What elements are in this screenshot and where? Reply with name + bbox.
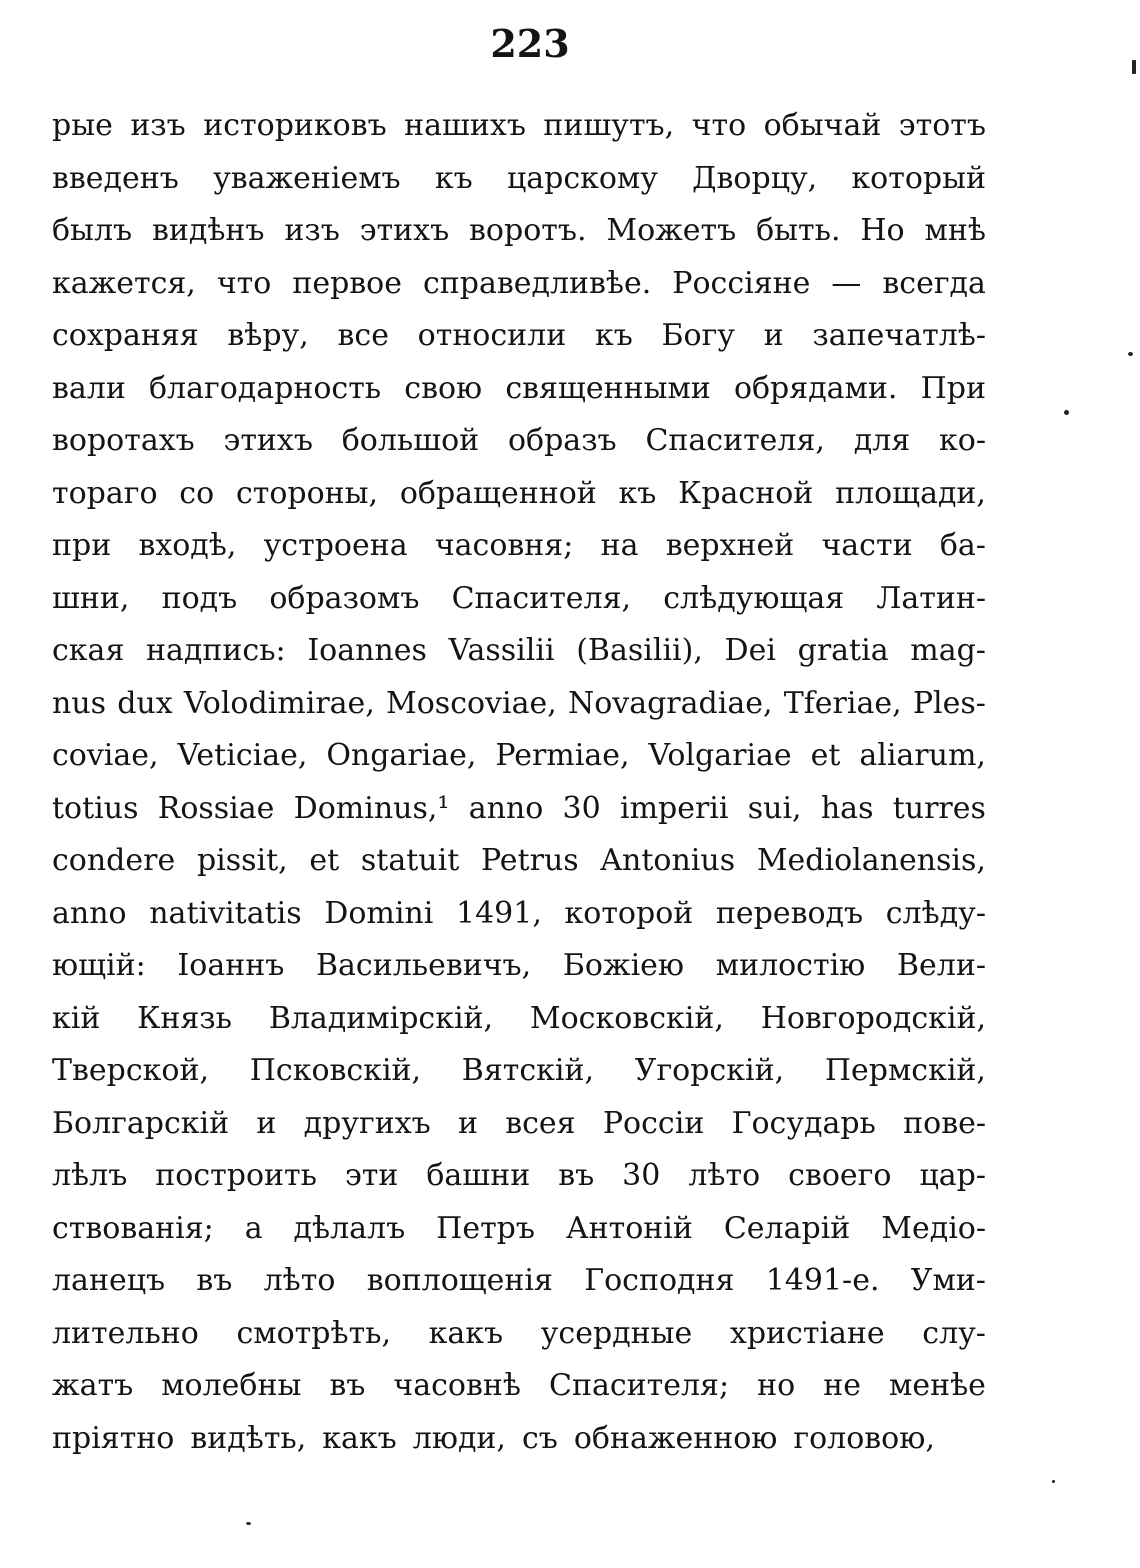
- text-line: [52, 205, 986, 258]
- word: Болгарскій: [52, 1105, 230, 1141]
- word: видѣть,: [190, 1420, 307, 1456]
- word: Васильевичъ,: [315, 948, 532, 983]
- margin-speck: [1064, 410, 1069, 415]
- page-number: 223: [490, 21, 570, 66]
- word: большой: [341, 423, 480, 458]
- word: ствованія;: [52, 1210, 214, 1246]
- word: царскому: [506, 160, 658, 196]
- word: и: [256, 1105, 277, 1141]
- word: относили: [417, 318, 567, 353]
- word: головою,: [793, 1420, 935, 1456]
- word: Moscoviae,: [386, 685, 557, 721]
- word: видѣнъ: [151, 213, 265, 248]
- word: уваженіемъ: [213, 160, 401, 196]
- word: (Basilii),: [576, 633, 703, 668]
- word: ющій:: [52, 948, 146, 983]
- word: къ: [434, 160, 473, 196]
- word: построить: [155, 1158, 317, 1193]
- word: 30: [622, 1158, 661, 1193]
- text-line: [52, 1150, 986, 1203]
- text-line: [52, 1255, 986, 1308]
- word: Государь: [731, 1105, 876, 1141]
- word: Россіи: [602, 1105, 705, 1141]
- word: изъ: [130, 108, 186, 143]
- text-line: [52, 310, 986, 363]
- word: turres: [892, 790, 986, 826]
- word: mag-: [910, 633, 986, 668]
- word: первое: [292, 265, 402, 301]
- word: Permiae,: [495, 738, 630, 773]
- word: Красной: [678, 475, 814, 511]
- word: быть.: [756, 213, 841, 248]
- text-line: [52, 888, 986, 941]
- word: Domini: [324, 895, 434, 931]
- word: лѣто: [263, 1263, 336, 1298]
- word: Но: [860, 213, 905, 248]
- word: ская: [52, 633, 125, 668]
- word: nus: [52, 685, 107, 721]
- word: входѣ,: [138, 528, 237, 563]
- word: съ: [521, 1420, 558, 1456]
- word: а: [244, 1210, 263, 1246]
- word: справедливѣе.: [422, 265, 652, 301]
- word: Mediolanensis,: [756, 843, 986, 878]
- word: какъ: [322, 1420, 397, 1456]
- text-line: [52, 415, 986, 468]
- word: переводъ: [715, 895, 864, 931]
- word: Угорскій,: [634, 1053, 785, 1088]
- word: запечатлѣ-: [812, 318, 986, 353]
- text-line: [52, 730, 986, 783]
- word: воплощенія: [366, 1263, 553, 1298]
- word: жатъ: [52, 1368, 134, 1403]
- word: нашихъ: [404, 108, 526, 143]
- word: милостію: [715, 948, 866, 983]
- word: gratia: [797, 633, 889, 668]
- word: обычай: [763, 108, 882, 143]
- word: Antonius: [600, 843, 736, 878]
- word: пріятно: [52, 1420, 175, 1456]
- word: et: [309, 843, 340, 878]
- word: цар-: [919, 1158, 986, 1193]
- word: sui,: [747, 790, 802, 826]
- word: Божіею: [562, 948, 685, 983]
- margin-speck: [1132, 60, 1136, 74]
- word: Rossiae: [157, 790, 275, 826]
- word: усердные: [540, 1315, 693, 1351]
- word: къ: [618, 475, 657, 511]
- text-line: [52, 1360, 986, 1413]
- text-line: [52, 1308, 986, 1361]
- text-line: [52, 1045, 986, 1098]
- word: слу-: [922, 1315, 986, 1351]
- word: imperii: [619, 790, 729, 826]
- word: люди,: [412, 1420, 506, 1456]
- word: Вятскій,: [461, 1053, 595, 1088]
- word: pissit,: [196, 843, 288, 878]
- word: части: [821, 528, 913, 563]
- word: все: [337, 318, 389, 353]
- text-line: [52, 993, 986, 1046]
- word: что: [691, 108, 747, 143]
- word: Богу: [661, 318, 735, 353]
- word: Ongariae,: [326, 738, 477, 773]
- word: образъ: [507, 423, 617, 458]
- word: ко-: [939, 423, 986, 458]
- text-line: [52, 940, 986, 993]
- text-line: [52, 520, 986, 573]
- word: въ: [196, 1263, 233, 1298]
- word: Vassilii: [448, 633, 555, 668]
- word: историковъ: [203, 108, 387, 143]
- word: Ples-: [912, 685, 986, 721]
- word: устроена: [263, 528, 408, 563]
- text-line: [52, 783, 986, 836]
- word: и: [763, 318, 784, 353]
- word: has: [820, 790, 874, 826]
- word: верхней: [665, 528, 795, 563]
- word: башни: [426, 1158, 531, 1193]
- word: кажется,: [52, 265, 196, 301]
- word: и: [457, 1105, 478, 1141]
- text-line: [52, 678, 986, 731]
- word: изъ: [284, 213, 340, 248]
- body-text: [52, 100, 986, 1465]
- word: рые: [52, 108, 113, 143]
- word: что: [216, 265, 272, 301]
- word: Дворцу,: [692, 160, 818, 196]
- word: —: [831, 265, 862, 301]
- word: Veticiae,: [177, 738, 308, 773]
- word: при: [52, 528, 112, 563]
- word: Dominus,¹: [293, 790, 450, 826]
- word: священными: [505, 370, 711, 406]
- word: Tferiae,: [783, 685, 902, 721]
- word: nativitatis: [149, 895, 302, 931]
- word: Псковскій,: [249, 1053, 422, 1088]
- word: площади,: [835, 475, 986, 511]
- word: стороны,: [235, 475, 379, 511]
- word: часовнѣ: [393, 1368, 521, 1403]
- word: Volgariae: [648, 738, 792, 773]
- word: слѣдующая: [663, 580, 845, 616]
- text-line: [52, 1413, 986, 1466]
- word: Спасителя;: [549, 1368, 730, 1403]
- word: воротъ.: [469, 213, 587, 248]
- text-line: [52, 153, 986, 206]
- word: всегда: [882, 265, 986, 301]
- word: обнаженною: [573, 1420, 778, 1456]
- word: пове-: [903, 1105, 986, 1141]
- word: aliarum,: [859, 738, 986, 773]
- word: своего: [788, 1158, 892, 1193]
- word: слѣду-: [885, 895, 986, 931]
- word: часовня;: [434, 528, 574, 563]
- word: dux: [117, 685, 173, 721]
- word: Уми-: [910, 1263, 986, 1298]
- word: coviae,: [52, 738, 159, 773]
- word: Іоаннъ: [177, 948, 285, 983]
- word: для: [853, 423, 911, 458]
- text-line: [52, 468, 986, 521]
- word: лительно: [52, 1315, 199, 1351]
- margin-speck: [1128, 352, 1133, 356]
- word: Вели-: [896, 948, 986, 983]
- word: вали: [52, 370, 126, 406]
- word: обрядами.: [733, 370, 898, 406]
- word: лѣлъ: [52, 1158, 128, 1193]
- word: на: [600, 528, 639, 563]
- word: въ: [329, 1368, 366, 1403]
- word: свою: [404, 370, 483, 406]
- word: Спасителя,: [451, 580, 632, 616]
- text-line: [52, 1203, 986, 1256]
- word: Князь: [137, 1000, 232, 1036]
- word: anno: [468, 790, 544, 826]
- word: образомъ: [269, 580, 420, 616]
- word: кій: [52, 1000, 101, 1036]
- word: менѣе: [888, 1368, 986, 1403]
- word: надпись:: [146, 633, 286, 668]
- word: ба-: [939, 528, 986, 563]
- margin-speck: [1052, 1480, 1055, 1483]
- word: былъ: [52, 213, 133, 248]
- word: не: [823, 1368, 861, 1403]
- word: мнѣ: [924, 213, 986, 248]
- word: Dei: [724, 633, 776, 668]
- word: дѣлалъ: [293, 1210, 406, 1246]
- margin-speck: [246, 1522, 251, 1525]
- word: молебны: [161, 1368, 302, 1403]
- word: благодарность: [148, 370, 382, 406]
- word: Новгородскій,: [760, 1000, 986, 1036]
- word: христіане: [729, 1315, 885, 1351]
- word: 1491-е.: [765, 1263, 880, 1298]
- word: подъ: [161, 580, 238, 616]
- text-line: [52, 625, 986, 678]
- word: Можетъ: [606, 213, 737, 248]
- word: этихъ: [359, 213, 450, 248]
- word: который: [851, 160, 986, 196]
- word: Московскій,: [529, 1000, 724, 1036]
- word: въ: [558, 1158, 595, 1193]
- word: При: [920, 370, 986, 406]
- text-line: [52, 100, 986, 153]
- word: со: [179, 475, 215, 511]
- word: какъ: [428, 1315, 504, 1351]
- text-line: [52, 573, 986, 626]
- text-line: [52, 258, 986, 311]
- word: et: [810, 738, 841, 773]
- word: тораго: [52, 475, 158, 511]
- word: anno: [52, 895, 127, 931]
- word: введенъ: [52, 160, 179, 196]
- word: 1491,: [455, 895, 542, 931]
- word: другихъ: [303, 1105, 431, 1141]
- word: Петръ: [436, 1210, 535, 1246]
- word: Novagradiae,: [567, 685, 773, 721]
- word: которой: [564, 895, 694, 931]
- word: Пермскій,: [824, 1053, 986, 1088]
- word: Volodimirae,: [183, 685, 375, 721]
- word: ланецъ: [52, 1263, 166, 1298]
- word: Медіо-: [881, 1210, 986, 1246]
- word: condere: [52, 843, 176, 878]
- word: Ioannes: [307, 633, 427, 668]
- word: эти: [344, 1158, 399, 1193]
- word: этихъ: [223, 423, 313, 458]
- word: шни,: [52, 580, 130, 616]
- word: къ: [594, 318, 633, 353]
- word: totius: [52, 790, 139, 826]
- text-line: [52, 363, 986, 416]
- word: пишутъ,: [543, 108, 675, 143]
- word: 30: [562, 790, 601, 826]
- word: но: [757, 1368, 796, 1403]
- word: всея: [505, 1105, 576, 1141]
- word: этотъ: [898, 108, 986, 143]
- word: Россіяне: [672, 265, 811, 301]
- word: Селарій: [723, 1210, 851, 1246]
- word: Тверской,: [52, 1053, 210, 1088]
- word: обращенной: [399, 475, 597, 511]
- word: Petrus: [480, 843, 579, 878]
- word: Латин-: [876, 580, 986, 616]
- word: Владимірскій,: [268, 1000, 494, 1036]
- word: воротахъ: [52, 423, 195, 458]
- word: Спасителя,: [645, 423, 825, 458]
- word: statuit: [360, 843, 460, 878]
- word: Господня: [584, 1263, 735, 1298]
- word: смотрѣть,: [236, 1315, 392, 1351]
- word: лѣто: [688, 1158, 761, 1193]
- word: Антоній: [565, 1210, 693, 1246]
- text-line: [52, 1098, 986, 1151]
- word: вѣру,: [227, 318, 309, 353]
- text-line: [52, 835, 986, 888]
- word: сохраняя: [52, 318, 199, 353]
